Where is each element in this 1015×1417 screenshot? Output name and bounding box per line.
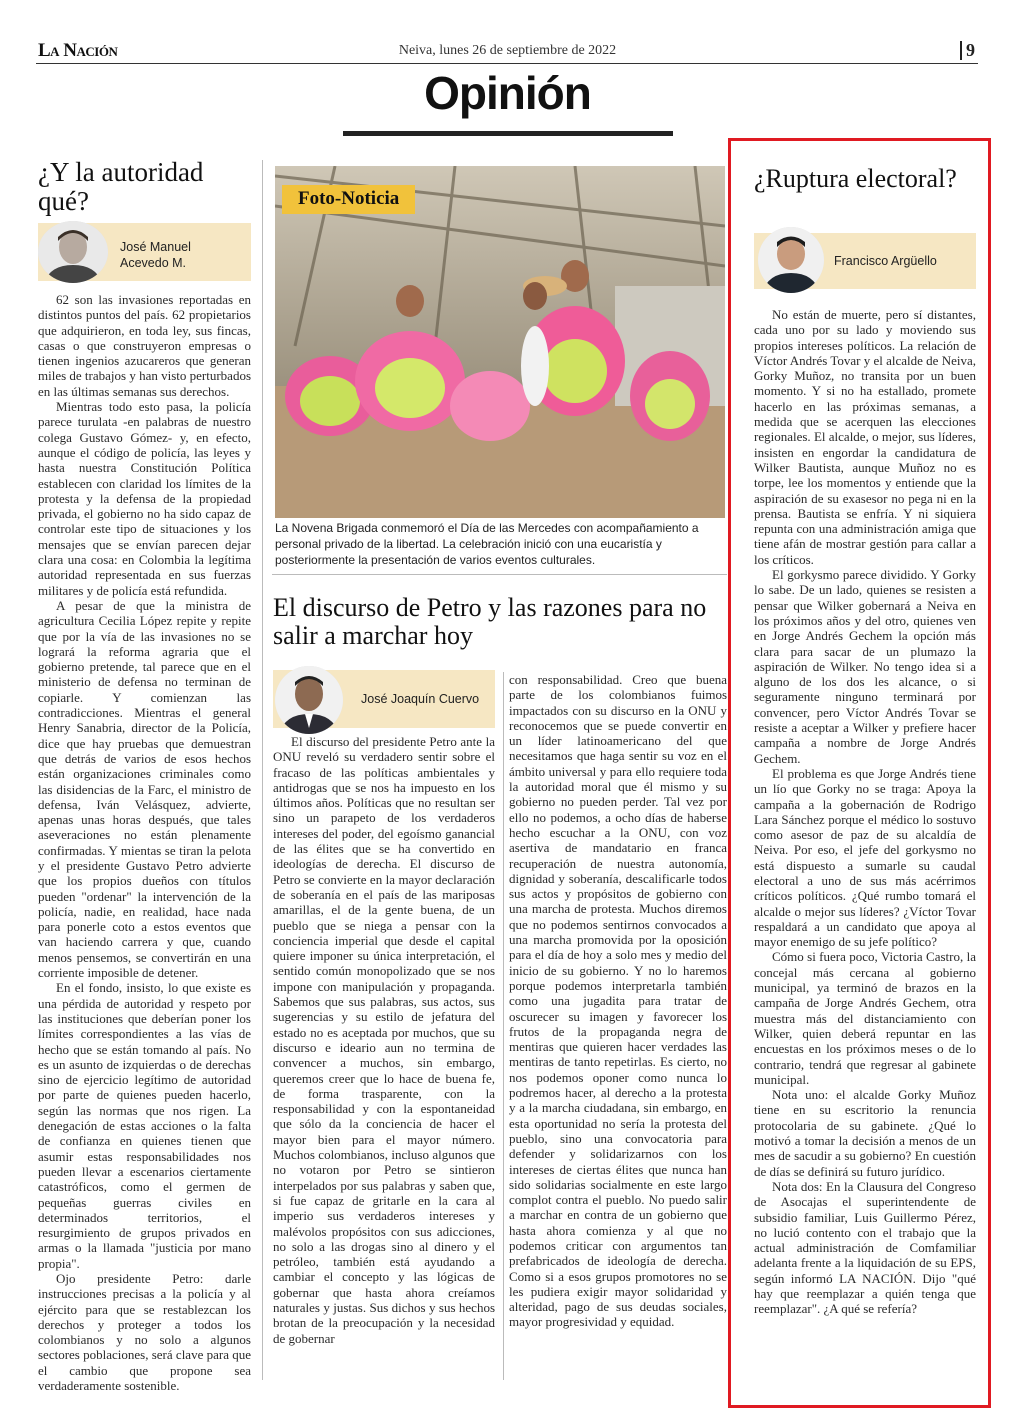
paragraph: A pesar de que la ministra de agricultura Cecilia López repite y repite que por la vía de las invasiones no se logrará la reforma agraria que el gobierno pretende, tal parece que en el ministerio de defensa no terminan de copiarle. Y comienzan las contradicciones. Mientras el general Henry Sanabria, director de la Policía, dice que hay pruebas que demuestran que detrás de varios de esos hechos están organizaciones criminales como las disidencias de la Farc, el ministro de defensa, Iván Velásquez, advierte, apenas unas horas después, que tales aseveraciones no están plenamente confirmadas. Y mientas se tiran la pelota y el presidente Gustavo Petro advierte que los propios dueños con títulos pueden "ordenar" la intervención de la policía, nadie, en realidad, hace nada para ponerle coto a estos eventos que van haciendo carrera y que, cuando menos pensemos, se convertirán en una corriente imposible de detener. [38, 597, 251, 981]
article-title: ¿Y la autoridad qué? [38, 157, 204, 216]
paragraph: Nota dos: En la Clausura del Congreso de Asocajas el superintendente de subsidio familiar, Luis Guillermo Pérez, no lució contento con el trabajo que la actual administración de Comfamiliar adelanta frente a la liquidación de su EPS, según informó LA NACIÓN. Dijo "qué hay que reemplazar a quién tenga que reemplazar". ¿A qué se refería? [754, 1178, 976, 1317]
paragraph: Nota uno: el alcalde Gorky Muñoz tiene en su escritorio la renuncia protocolaria de su gabinete. ¿Qué lo motivó a tomar la decisión a menos de un mes de sacudir a su gobierno? En cuestión de días se definirá su futuro jurídico. [754, 1087, 976, 1179]
author-box [38, 223, 251, 281]
photo-caption: La Novena Brigada conmemoró el Día de las Mercedes con acompañamiento a personal privado de la libertad. La celebración inició con una eucaristía y posteriormente la presentación de varios eventos culturales. [275, 521, 699, 567]
author-name: José Joaquín Cuervo [361, 692, 480, 706]
edition-date: Neiva, lunes 26 de septiembre de 2022 [398, 43, 617, 58]
paragraph: En el fondo, insisto, lo que existe es una pérdida de autoridad y respeto por las instituciones que deberían poner los límites correspondientes a las vías de hecho que se están tomando al país. No es un asunto de izquierdas o de derechas sino de ejercicio legítimo de autoridad por parte de quienes pueden hacerlo, según las normas que nos rigen. La denegación de estas acciones o la falta de confianza en quienes tienen que asumir estas responsabilidades nos pueden llevar a escenarios ciertamente catastróficos, como el germen de pequeñas guerras civiles en determinados territorios, el resurgimiento de grupos privados en armas o la llamada "justicia por mano propia". [38, 980, 251, 1271]
highlight-frame [728, 138, 991, 1408]
dancers-photo-icon [275, 166, 725, 518]
caption-rule [272, 574, 727, 575]
article-body-col2 [509, 672, 727, 1330]
paragraph: 62 son las invasiones reportadas en distintos puntos del país. 62 propietarios que adquirieron, en toda ley, sus fincas, casas o que construyeron empresas o tienen ingenios azucareros que generan miles de trabajos y han visto perturbados en las últimas semanas sus derechos. [38, 292, 252, 399]
article-title: ¿Ruptura electoral? [754, 164, 957, 193]
page-number: 9 [960, 41, 975, 60]
header-rule [36, 63, 978, 64]
column-divider [262, 160, 263, 1380]
author-photo [38, 221, 108, 283]
section-underline [343, 131, 673, 136]
column-divider [503, 672, 504, 1380]
article-body [38, 292, 251, 1393]
paragraph: Ojo presidente Petro: darle instrucciones precisas a la policía y al ejército para que se restablezcan los derechos y proteger a todos los colombianos y no solo a algunos sectores poblaciones, será clave para que el cambio que propone sea verdaderamente sostenible. [38, 1271, 251, 1394]
newspaper-logo: La Nación [38, 40, 118, 61]
author-name: Francisco Argüello [834, 254, 937, 268]
paragraph: Mientras todo esto pasa, la policía parece turulata -en palabras de nuestro colega Gustavo Gómez- y, en efecto, aunque el código de policía, las leyes y hasta nuestra Constitución Política establecen con claridad los límites de la protesta y la defensa de la propiedad privada, el gobierno no ha sido capaz de controlar este tipo de situaciones y los mensajes que se envían parecen dejar clara una cosa: en Colombia la legítima autoridad representada en sus fuerzas militares y de policía está refundida. [38, 399, 251, 598]
author-name: José Manuel Acevedo M. [120, 240, 191, 270]
author-portrait-icon [38, 221, 108, 283]
author-photo [275, 666, 343, 734]
paragraph: con responsabilidad. Creo que buena parte de los colombianos fuimos impactados con su discurso en la ONU y reconocemos que se puede convertir en un líder latinoamericano del que necesitamos que haga sentir su voz en el ámbito universal y para ello requiere toda la autoridad moral que él mismo y su gobierno no pueden perder. Tal vez por ello no podemos, a ocho días de haberse hecho escuchar a la ONU, con voz asertiva de mandatario en franca recuperación de nuestra autonomía, dignidad y soberanía, descalificarle todos sus actos y propósitos de gobierno con una marcha de protesta. Muchos diremos que no podemos sentirnos convocados a una marcha promovida por la oposición para el día de hoy a solo mes y medio del inicio de su gobierno. Y no lo haremos porque podemos interpretarla también como una jugadita para tratar de oscurecer su imagen y favorecer los frutos de la propaganda negra de mentiras que quieren hacer verdades las mentiras de tanto repetirlas. Es cierto, no nos podemos oponer como nunca lo podremos hacer, al derecho a la protesta y a la marcha ciudadana, sin embargo, en esta oportunidad no sería la protesta del pueblo, sino una convocatoria para defender y solidarizarnos con los intereses de ciertas élites que nunca han sido solidarias socialmente en este largo complot contra el pueblo. No puedo salir a marchar en contra de un gobierno que hasta ahora comienza y al que no podemos criticar con argumentos tan prefabricados de ideología de derecha. Como si a esos grupos promotores no se les pudiera exigir mayor solidaridad y alteridad, pago de sus deudas sociales, mayor progresividad y equidad. [509, 672, 727, 1330]
paragraph: El problema es que Jorge Andrés tiene un lío que Gorky no se traga: Apoya la campaña a la gobernación de Rodrigo Lara Sánchez porque el médico lo sostuvo como asesor de paz de su alcaldía de Neiva. Por eso, el jefe del gorkysmo no está dispuesto a sumarle su caudal electoral a uno de sus más acérrimos críticos políticos. ¿Qué rumbo tomará el alcalde o mejor sus líderes? ¿Víctor Tovar respaldará a un candidato que apoya al mayor enemigo de su jefe político? [754, 765, 976, 950]
paragraph: Cómo si fuera poco, Victoria Castro, la concejal más cercana al gobierno municipal, ya terminó de brazos en la campaña de Jorge Andrés Gechem, otra muestra más del distanciamiento con Wilker, quien deberá repuntar en las encuestas en los próximos meses o de lo contrario, tendrá que regresar al gabinete municipal. [754, 949, 976, 1087]
news-photo [275, 166, 725, 518]
author-portrait-icon [275, 666, 343, 734]
paragraph: El gorkysmo parece dividido. Y Gorky lo sabe. De un lado, quienes se resisten a pensar que Wilker gobernará a Neiva en los próximos años y del otro, quienes ven en Jorge Andrés Gechem la opción más clara para sacar de un plumazo la aspiración de Wilker. No tengo idea si a alguno de los dos les alcance, o si seguramente ninguno terminará por convencer, pero Víctor Andrés Tovar se resiste a aceptar a Wilker y prefiere hacer campaña a nombre de Jorge Andrés Gechem. [754, 567, 976, 766]
author-box [273, 670, 495, 728]
paragraph: El discurso del presidente Petro ante la ONU reveló su verdadero sentir sobre el fracaso de las políticas ambientales y antidrogas que se nos ha impuesto en los últimos años. Políticas que no resultan ser sino un parapeto de los verdaderos intereses del poder, del egoísmo ganancial de las élites que se ha convertido en ideologías de derecha. El discurso de Petro se convierte en la mayor declaración de soberanía en el país de las mariposas amarillas, el de la gente buena, de un pueblo que se niega a pensar con la conciencia imperial que desde el capital quiere imponer su única interpretación, el sentido común monopolizado que se nos impone con manipulación y propaganda. Sabemos que sus palabras, sus actos, sus sugerencias y su estilo de jefatura del estado no es aceptada por muchos, que su discurso e ideario aun no termina de convencer a muchos, sin embargo, queremos creer que lo hace de buena fe, de forma trasparente, con la responsabilidad y con la espontaneidad que sólo da la conciencia de hacer el mayor bien para el mayor número. Muchos colombianos, incluso algunos que no votaron por Petro se sintieron interpelados por sus palabras y saben que, si fue capaz de gritarle en la cara al imperio sus verdaderos intereses y malévolos propósitos con sus adicciones, no solo a las drogas sino al dinero y el petróleo, también está ayudando a cambiar el concepto y las lógicas de gobernar que hasta ahora creíamos naturales y justas. Sus dichos y sus hechos brotan de la preocupación y la necesidad de gobernar [273, 734, 495, 1346]
article-body-col1 [273, 734, 495, 1346]
photo-news-tag: Foto-Noticia [282, 185, 415, 214]
article-title: El discurso de Petro y las razones para no salir a marchar hoy [273, 593, 707, 650]
paragraph: No están de muerte, pero sí distantes, cada uno por su lado y moviendo sus propios intereses políticos. La relación de Víctor Andrés Tovar y el alcalde de Neiva, Gorky Muñoz, no transita por un buen momento. Y si no ha estallado, promete hacerlo en las próximas semanas, a medida que se acerquen las elecciones regionales. El alcalde, o mejor, sus líderes, insisten en engordar la candidatura de Wilker Bautista, aunque Muñoz no es torpe, lee los momentos y entiende que la aspiración de su exasesor no pega ni en la prensa. Bautista se enfría. Y ni siquiera repunta con una administración amiga que tiene afán de mostrar gestión para callar a los críticos. [754, 307, 976, 567]
section-title: Opinión [424, 67, 591, 119]
